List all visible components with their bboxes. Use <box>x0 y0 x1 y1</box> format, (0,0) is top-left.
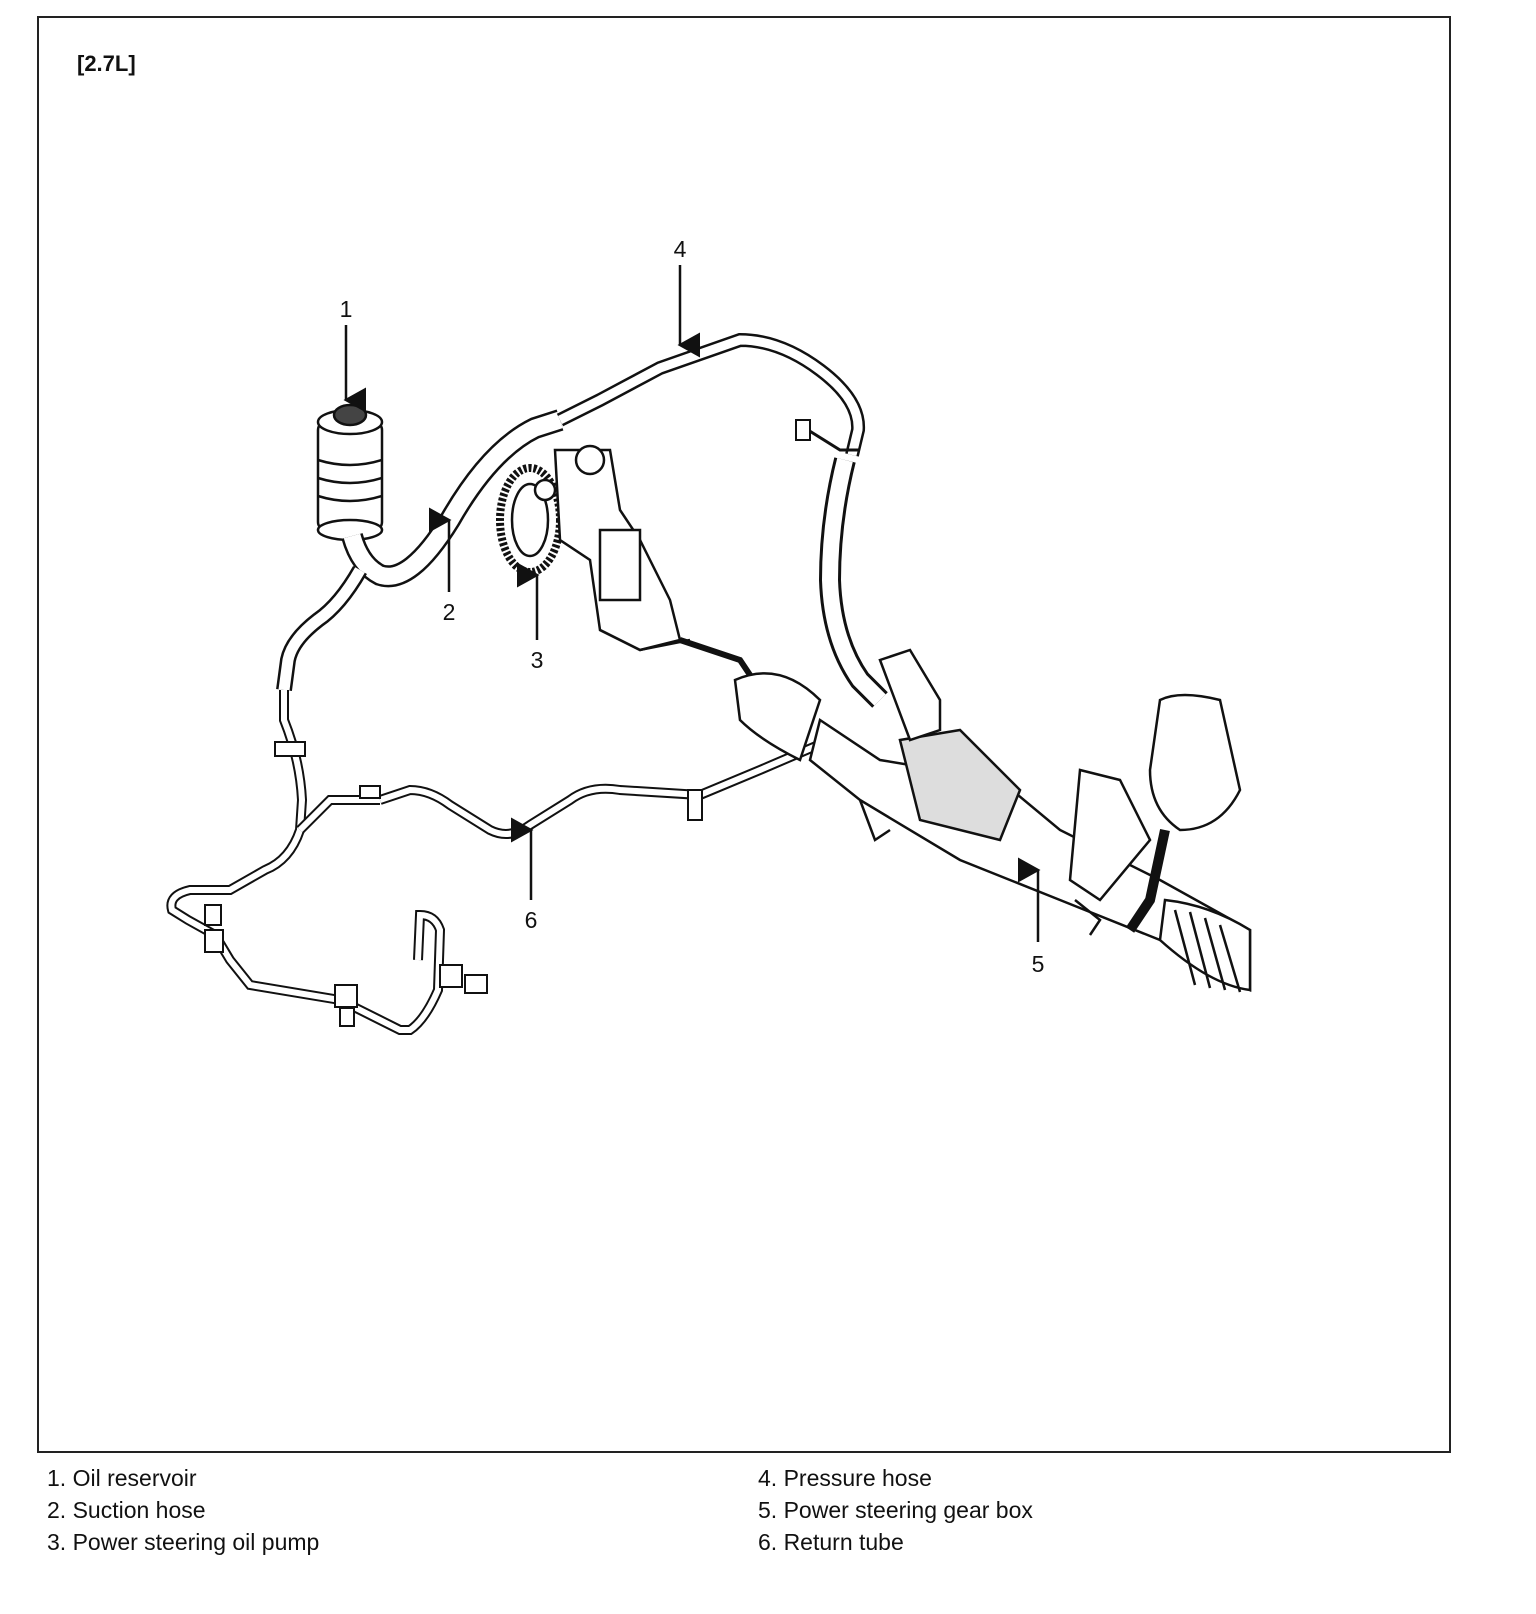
legend-item: 3. Power steering oil pump <box>47 1529 320 1555</box>
legend-item: 6. Return tube <box>758 1529 904 1555</box>
callout-3: 3 <box>530 647 544 673</box>
callout-5: 5 <box>1031 951 1045 977</box>
legend-item: 5. Power steering gear box <box>758 1497 1033 1523</box>
legend-item: 2. Suction hose <box>47 1497 206 1523</box>
tube-clamps <box>205 742 702 1026</box>
callout-4: 4 <box>673 236 687 262</box>
callout-2: 2 <box>442 599 456 625</box>
legend-item: 4. Pressure hose <box>758 1465 932 1491</box>
callout-6: 6 <box>524 907 538 933</box>
legend-left <box>47 1462 319 1558</box>
callout-1: 1 <box>339 296 353 322</box>
power-steering-pump <box>500 446 690 650</box>
steering-gear-box <box>680 640 1250 992</box>
oil-reservoir <box>318 405 382 540</box>
return-tube <box>380 740 830 834</box>
engine-variant-label: [2.7L] <box>77 51 136 76</box>
legend-right <box>758 1462 1033 1558</box>
legend-item: 1. Oil reservoir <box>47 1465 197 1491</box>
